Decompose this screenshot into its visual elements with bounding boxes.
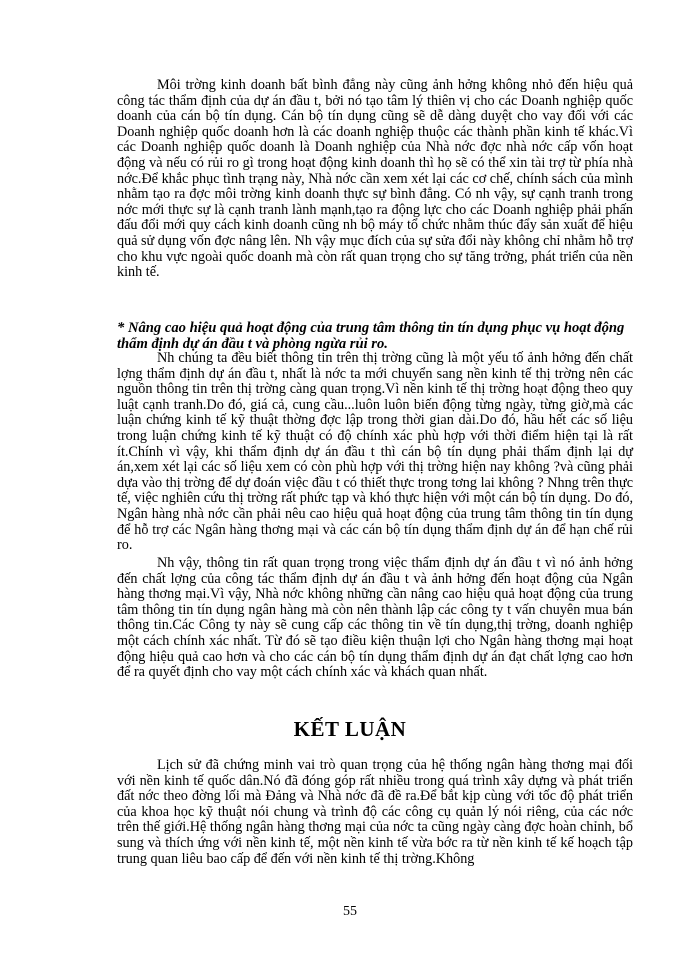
section-heading-credit-info-center: * Nâng cao hiệu quả hoạt động của trung tâm thông tin tín dụng phục vụ hoạt động thẩm định dự án đầu t và phòng ngừa rủi ro. — [117, 320, 625, 352]
paragraph-market-information: Nh chúng ta đều biết thông tin trên thị trờng cũng là một yếu tố ảnh hởng đến chất lợng thẩm định dự án đầu t, nhất là nớc ta mới chuyển sang nền kinh tế thị trờng nên các nguồn thông tin trên thị trờng càng quan trọng.Vì nền kinh tế thị trờng hoạt động theo quy luật cạnh tranh.Do đó, giá cả, cung cầu...luôn luôn biến động từng ngày, từng giờ,mà các luận chứng kinh tế kỹ thuật thờng đợc lập trong thời gian dài.Do đó, hầu hết các số liệu trong luận chứng kinh tế kỹ thuật có độ chính xác phù hợp với thời điểm hiện tại là rất ít.Chính vì vậy, khi thẩm định dự án đầu t thì cán bộ tín dụng phải thẩm định lại dự án,xem xét lại các số liệu xem có còn phù hợp với thị trờng hiện nay không ?và cũng phải dựa vào thị trờng để dự đoán việc đầu t có thiết thực trong tơng lai không ? Nhng trên thực tế, việc nghiên cứu thị trờng rất phức tạp và khó thực hiện với một cán bộ tín dụng. Do đó, Ngân hàng nhà nớc cần phải nêu cao hiệu quả hoạt động của trung tâm thông tin tín dụng để hỗ trợ các Ngân hàng thơng mại và các cán bộ tín dụng thẩm định dự án để hạn chế rủi ro. — [117, 350, 633, 554]
conclusion-title: KẾT LUẬN — [293, 717, 407, 741]
page-number: 55 — [343, 904, 357, 919]
paragraph-information-importance: Nh vậy, thông tin rất quan trọng trong việc thẩm định dự án đầu t vì nó ảnh hởng đến chất lợng của công tác thẩm định dự án đầu t và ảnh hởng đến hoạt động của Ngân hàng thơng mại.Vì vậy, Nhà nớc không những cần nâng cao hiệu quả hoạt động của trung tâm thông tin tín dụng ngân hàng mà còn nên thành lập các công ty t vấn chuyên mua bán thông tin.Các Công ty này sẽ cung cấp các thông tin về tín dụng,thị trờng, doanh nghiệp một cách chính xác nhất. Từ đó sẽ tạo điều kiện thuận lợi cho Ngân hàng thơng mại hoạt động hiệu quả cao hơn và cho các cán bộ tín dụng thẩm định dự án đạt chất lợng cao hơn để ra quyết định cho vay một cách chính xác và khách quan nhất. — [117, 555, 633, 681]
paragraph-conclusion: Lịch sử đã chứng minh vai trò quan trọng của hệ thống ngân hàng thơng mại đối với nền kinh tế quốc dân.Nó đã đóng góp rất nhiều trong quá trình xây dựng và phát triển đất nớc theo đờng lối mà Đảng và Nhà nớc đã đề ra.Để bắt kịp cùng với tốc độ phát triển của khoa học kỹ thuật nói chung và trình độ các công cụ quản lý nói riêng, của các nớc trên thế giới.Hệ thống ngân hàng thơng mại của nớc ta cũng ngày càng đợc hoàn chỉnh, bổ sung và thích ứng với nền kinh tế, một nền kinh tế vừa bớc ra từ nền kinh tế kế hoạch tập trung quan liêu bao cấp để đến với nền kinh tế thị trờng.Không — [117, 757, 633, 867]
paragraph-business-environment: Môi trờng kinh doanh bất bình đẳng này cũng ảnh hởng không nhỏ đến hiệu quả công tác thẩm định của dự án đầu t, bởi nó tạo tâm lý thiên vị cho các Doanh nghiệp quốc doanh của cán bộ tín dụng. Cán bộ tín dụng cũng sẽ dễ dàng duyệt cho vay đối với các Doanh nghiệp quốc doanh hơn là các doanh nghiệp thuộc các thành phần kinh tế khác.Vì các Doanh nghiệp quốc doanh là Doanh nghiệp của Nhà nớc đợc nhà nớc cấp vốn hoạt động và nếu có rủi ro gì trong hoạt động kinh doanh thì họ sẽ có thể xin tài trợ từ phía nhà nớc.Để khắc phục tình trạng này, Nhà nớc cần xem xét lại các cơ chế, chính sách của mình nhằm tạo ra đợc môi trờng kinh doanh thực sự bình đẳng. Có nh vậy, sự cạnh tranh trong nớc mới thực sự là cạnh tranh lành mạnh,tạo ra động lực cho các Doanh nghiệp phải phấn đấu đổi mới quy cách kinh doanh cũng nh bộ máy tổ chức nhằm thúc đẩy sản xuất để hiệu quả sử dụng vốn đợc nâng lên. Nh vậy mục đích của sự sửa đổi này không chỉ nhằm hỗ trợ cho khu vực ngoài quốc doanh mà còn rất quan trọng cho sự tăng trởng, phát triển của nền kinh tế. — [117, 77, 634, 281]
